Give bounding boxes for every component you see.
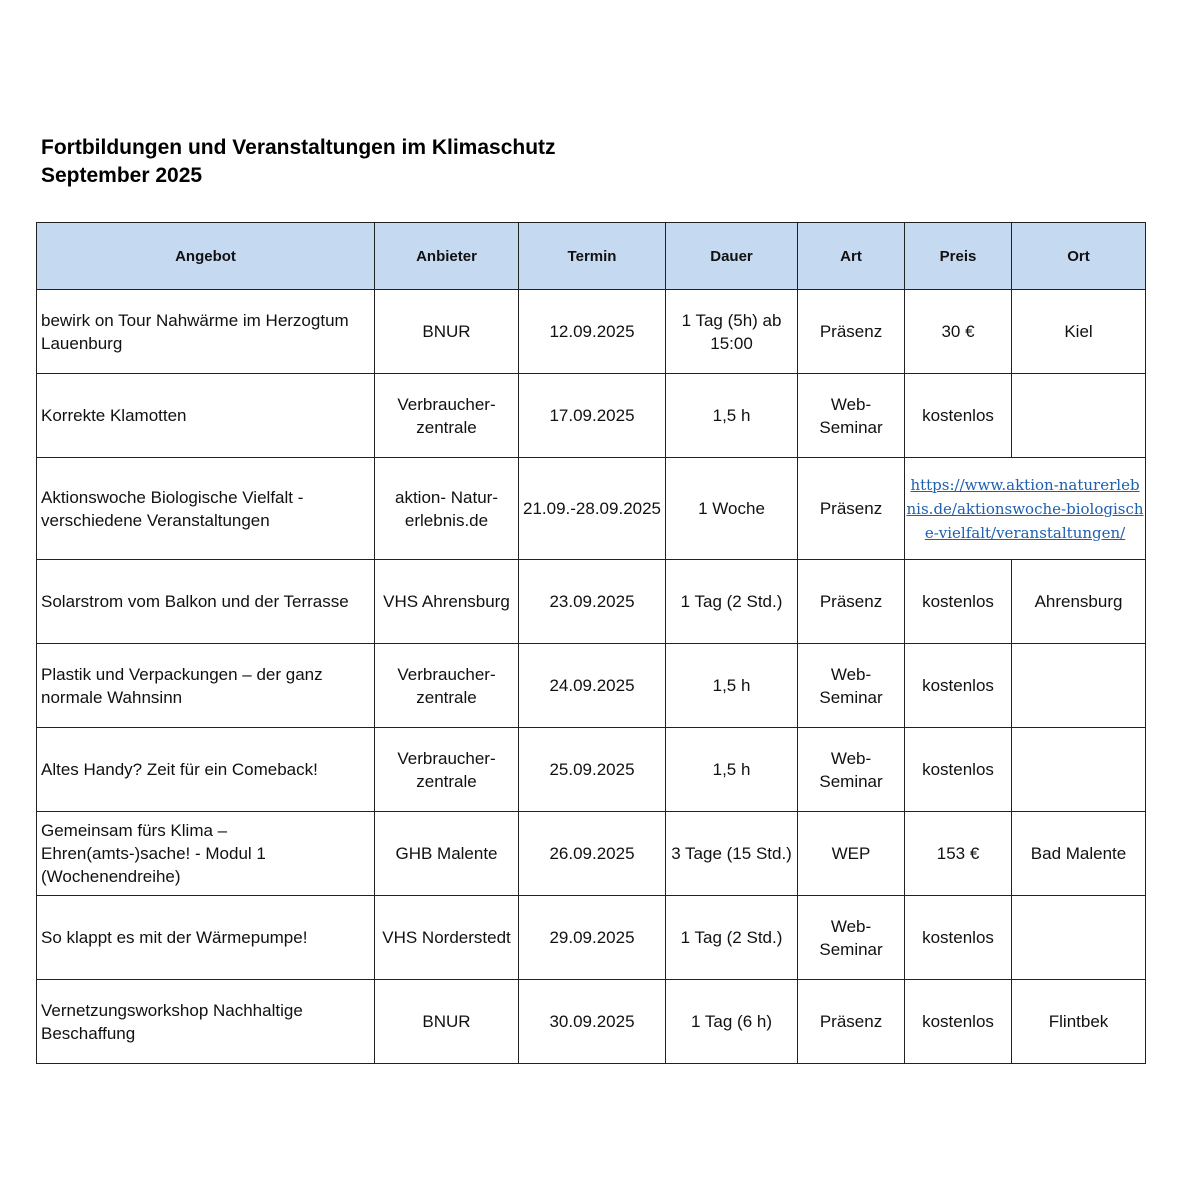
title-line-1: Fortbildungen und Veranstaltungen im Klimaschutz [41, 136, 556, 159]
cell-anbieter: GHB Malente [375, 812, 519, 896]
cell-preis: kostenlos [905, 896, 1012, 980]
cell-termin: 26.09.2025 [519, 812, 666, 896]
cell-art: WEP [798, 812, 905, 896]
cell-anbieter: VHS Norderstedt [375, 896, 519, 980]
cell-ort: Flintbek [1012, 980, 1146, 1064]
header-anbieter: Anbieter [375, 223, 519, 290]
cell-preis-ort-link [905, 458, 1146, 560]
header-art: Art [798, 223, 905, 290]
cell-termin: 30.09.2025 [519, 980, 666, 1064]
cell-angebot: Altes Handy? Zeit für ein Comeback! [37, 728, 375, 812]
header-ort: Ort [1012, 223, 1146, 290]
cell-art: Web-Seminar [798, 644, 905, 728]
cell-dauer: 1 Woche [666, 458, 798, 560]
cell-ort [1012, 728, 1146, 812]
cell-anbieter: aktion- Natur-erlebnis.de [375, 458, 519, 560]
cell-angebot: Korrekte Klamotten [37, 374, 375, 458]
cell-art: Web-Seminar [798, 728, 905, 812]
header-row [37, 223, 1146, 290]
table-row [37, 560, 1146, 644]
cell-ort [1012, 374, 1146, 458]
cell-termin: 12.09.2025 [519, 290, 666, 374]
header-dauer: Dauer [666, 223, 798, 290]
header-termin: Termin [519, 223, 666, 290]
cell-dauer: 1,5 h [666, 644, 798, 728]
cell-termin: 17.09.2025 [519, 374, 666, 458]
header-angebot: Angebot [37, 223, 375, 290]
cell-angebot: Plastik und Verpackungen – der ganz normale Wahnsinn [37, 644, 375, 728]
cell-preis: kostenlos [905, 728, 1012, 812]
cell-termin: 29.09.2025 [519, 896, 666, 980]
table-row [37, 644, 1146, 728]
event-link[interactable]: https://www.aktion-naturerlebnis.de/aktionswoche-biologische-vielfalt/veranstaltungen/ [906, 475, 1144, 542]
cell-dauer: 1 Tag (5h) ab 15:00 [666, 290, 798, 374]
cell-anbieter: Verbraucher-zentrale [375, 728, 519, 812]
cell-angebot: Solarstrom vom Balkon und der Terrasse [37, 560, 375, 644]
cell-dauer: 1 Tag (2 Std.) [666, 560, 798, 644]
cell-preis: kostenlos [905, 644, 1012, 728]
header-preis: Preis [905, 223, 1012, 290]
cell-termin: 23.09.2025 [519, 560, 666, 644]
table-row [37, 812, 1146, 896]
title-line-2: September 2025 [41, 164, 203, 187]
table-row [37, 290, 1146, 374]
cell-art: Präsenz [798, 980, 905, 1064]
cell-anbieter: BNUR [375, 980, 519, 1064]
cell-dauer: 1,5 h [666, 728, 798, 812]
table-row [37, 374, 1146, 458]
cell-dauer: 1,5 h [666, 374, 798, 458]
cell-termin: 24.09.2025 [519, 644, 666, 728]
cell-dauer: 1 Tag (2 Std.) [666, 896, 798, 980]
cell-angebot: Vernetzungsworkshop Nachhaltige Beschaffung [37, 980, 375, 1064]
cell-ort: Ahrensburg [1012, 560, 1146, 644]
cell-ort [1012, 896, 1146, 980]
cell-preis: kostenlos [905, 560, 1012, 644]
cell-art: Präsenz [798, 560, 905, 644]
cell-angebot: Gemeinsam fürs Klima – Ehren(amts-)sache! - Modul 1 (Wochenendreihe) [37, 812, 375, 896]
cell-anbieter: VHS Ahrensburg [375, 560, 519, 644]
page-title [41, 134, 556, 190]
cell-preis: 153 € [905, 812, 1012, 896]
cell-preis: 30 € [905, 290, 1012, 374]
cell-art: Präsenz [798, 458, 905, 560]
cell-anbieter: Verbraucher-zentrale [375, 644, 519, 728]
events-table [36, 222, 1146, 1064]
cell-anbieter: Verbraucher-zentrale [375, 374, 519, 458]
cell-dauer: 1 Tag (6 h) [666, 980, 798, 1064]
cell-preis: kostenlos [905, 374, 1012, 458]
cell-art: Web-Seminar [798, 374, 905, 458]
cell-ort: Bad Malente [1012, 812, 1146, 896]
table-row [37, 980, 1146, 1064]
cell-angebot: Aktionswoche Biologische Vielfalt - verschiedene Veranstaltungen [37, 458, 375, 560]
table-row [37, 896, 1146, 980]
cell-ort: Kiel [1012, 290, 1146, 374]
cell-anbieter: BNUR [375, 290, 519, 374]
cell-ort [1012, 644, 1146, 728]
cell-art: Web-Seminar [798, 896, 905, 980]
table-row [37, 728, 1146, 812]
cell-termin: 25.09.2025 [519, 728, 666, 812]
cell-termin: 21.09.-28.09.2025 [519, 458, 666, 560]
table-row [37, 458, 1146, 560]
cell-dauer: 3 Tage (15 Std.) [666, 812, 798, 896]
cell-angebot: So klappt es mit der Wärmepumpe! [37, 896, 375, 980]
cell-angebot: bewirk on Tour Nahwärme im Herzogtum Lauenburg [37, 290, 375, 374]
cell-preis: kostenlos [905, 980, 1012, 1064]
cell-art: Präsenz [798, 290, 905, 374]
